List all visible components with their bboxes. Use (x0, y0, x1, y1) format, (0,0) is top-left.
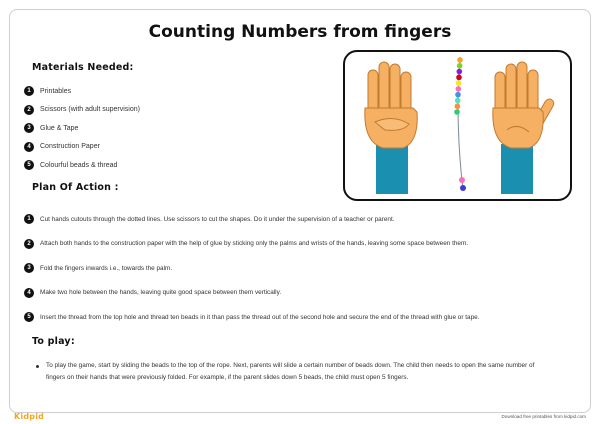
right-hand-icon (493, 62, 556, 194)
bead (455, 103, 461, 109)
number-badge: 3 (24, 263, 34, 273)
left-hand-icon (365, 62, 417, 194)
plan-heading: Plan Of Action : (32, 182, 119, 193)
bead (459, 177, 465, 183)
number-badge: 4 (24, 288, 34, 298)
play-instructions: To play the game, start by sliding the beads to the top of the rope. Next, parents will slide a certain number of beads down. The child then needs to open the same number of fingers on their hands that were previously folded. For example, if the parent slides down 5 beads, the child must open 5 fingers. (46, 362, 535, 381)
material-text: Construction Paper (40, 143, 100, 151)
step-text: Cut hands cutouts through the dotted lines. Use scissors to cut the shapes. Do it under the supervision of a teacher or parent. (40, 215, 395, 223)
steps-list (24, 207, 584, 330)
page-title: Counting Numbers from fingers (148, 22, 452, 42)
number-badge: 1 (24, 214, 34, 224)
bead (460, 185, 466, 191)
play-heading: To play: (32, 336, 75, 347)
materials-heading: Materials Needed: (32, 62, 134, 73)
bead (454, 109, 460, 115)
material-text: Glue & Tape (40, 124, 79, 132)
hands-bead-drawing (345, 52, 572, 201)
step-item (24, 256, 584, 281)
material-item (24, 138, 324, 157)
step-item (24, 232, 584, 257)
step-text: Attach both hands to the construction paper with the help of glue by sticking only the palms and wrists of the hands, leaving some space between them. (40, 240, 469, 248)
material-item (24, 119, 324, 138)
step-text: Insert the thread from the top hole and thread ten beads in it than pass the thread out of the second hole and secure the end of the thread with glue or tape. (40, 313, 480, 321)
hands-illustration (343, 50, 572, 201)
bullet-icon (36, 365, 39, 368)
number-badge: 1 (24, 86, 34, 96)
bead (456, 86, 462, 92)
step-text: Make two hole between the hands, leaving quite good space between them vertically. (40, 289, 282, 297)
step-item (24, 207, 584, 232)
bead (455, 92, 461, 98)
material-item (24, 82, 324, 101)
number-badge: 5 (24, 312, 34, 322)
number-badge: 2 (24, 105, 34, 115)
step-item (24, 305, 584, 330)
material-text: Scissors (with adult supervision) (40, 106, 140, 114)
material-item (24, 101, 324, 120)
number-badge: 5 (24, 160, 34, 170)
material-text: Colourful beads & thread (40, 161, 118, 169)
step-text: Fold the fingers inwards i.e., towards the palm. (40, 264, 173, 272)
material-item (24, 156, 324, 175)
kidpid-logo: Kidpid (14, 412, 45, 421)
number-badge: 2 (24, 239, 34, 249)
material-text: Printables (40, 87, 72, 95)
footer-text: Download free printables from kidpid.com (501, 414, 586, 419)
bead (456, 80, 462, 86)
right-sleeve (501, 144, 533, 194)
step-item (24, 281, 584, 306)
bead (456, 75, 462, 81)
bead (457, 69, 463, 75)
number-badge: 3 (24, 123, 34, 133)
bead (455, 98, 461, 104)
bead (457, 63, 463, 69)
materials-list (24, 82, 324, 175)
bead (457, 57, 463, 63)
number-badge: 4 (24, 142, 34, 152)
left-sleeve (376, 144, 408, 194)
bead-thread (454, 57, 466, 191)
